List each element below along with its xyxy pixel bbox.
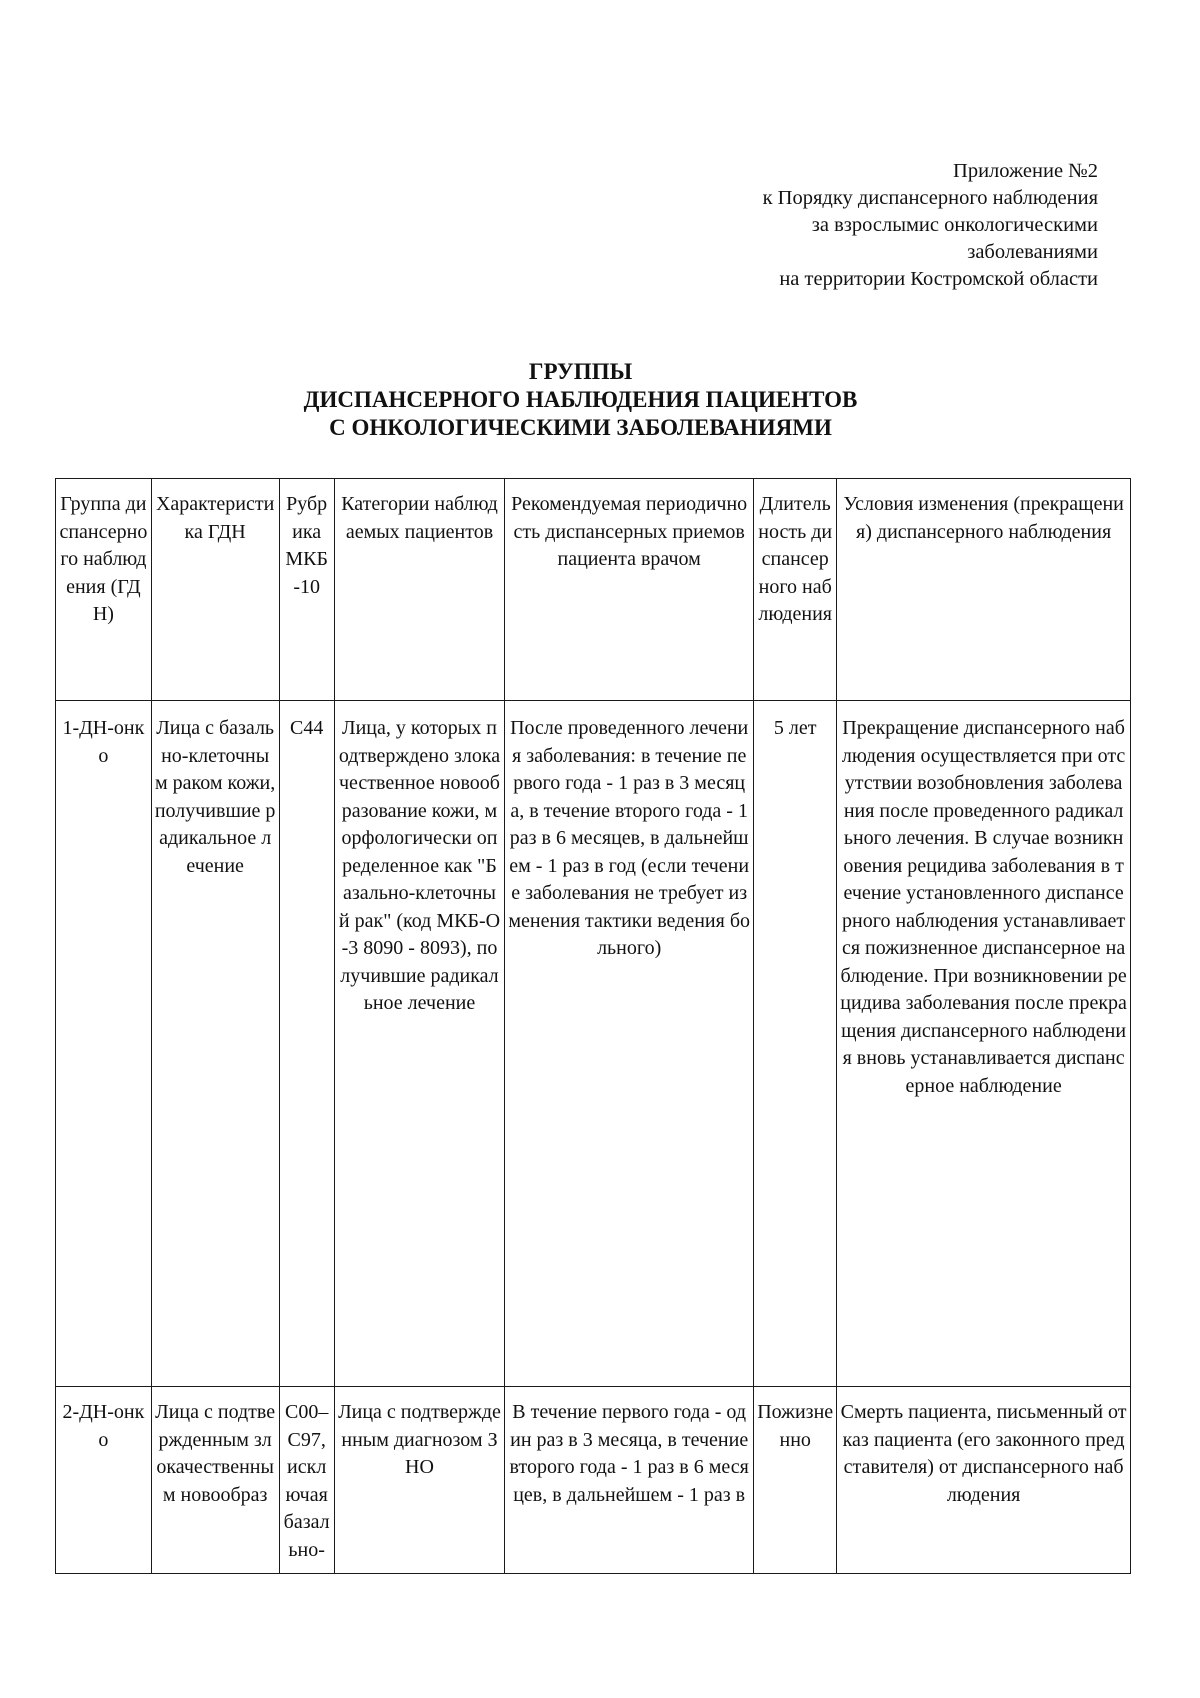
header-cell-duration: Длительность диспансерного наблюдения [754, 479, 837, 701]
cell-text: Лица с подтвержденным диагнозом ЗНО [338, 1401, 501, 1478]
cell-icd-rubric: С44 [279, 701, 334, 1387]
cell-text: Смерть пациента, письменный отказ пациента (его законного представителя) от диспансерного наблюдения [840, 1401, 1127, 1506]
cell-text: В течение первого года - один раз в 3 месяца, в течение второго года - 1 раз в 6 месяцев, в дальнейшем - 1 раз в [509, 1401, 749, 1506]
cell-conditions [837, 1387, 1131, 1574]
appendix-line: за взрослымис онкологическими [811, 214, 1098, 236]
header-cell-icd-rubric: Рубрика МКБ-10 [279, 479, 334, 701]
table-row [56, 1387, 1131, 1574]
cell-duration [754, 1387, 837, 1574]
header-cell-conditions: Условия изменения (прекращения) диспансерного наблюдения [837, 479, 1131, 701]
header-cell-patient-category: Категории наблюдаемых пациентов [334, 479, 504, 701]
cell-patient-category: Лица, у которых подтверждено злокачественное новообразование кожи, морфологически определенное как "Базально-клеточный рак" (код МКБ-О-3 8090 - 8093), получившие радикальное лечение [334, 701, 504, 1387]
appendix-line: на территории Костромской области [779, 268, 1098, 290]
appendix-note [763, 158, 1098, 293]
title-line: ДИСПАНСЕРНОГО НАБЛЮДЕНИЯ ПАЦИЕНТОВ [303, 387, 858, 412]
table-header-row [56, 479, 1131, 701]
cell-group [56, 1387, 152, 1574]
cell-text: Пожизненно [757, 1401, 834, 1451]
cell-text: 2-ДН-онко [62, 1401, 145, 1451]
appendix-line: заболеваниями [967, 241, 1098, 263]
appendix-line: Приложение №2 [953, 160, 1098, 182]
header-cell-periodicity: Рекомендуемая периодичность диспансерных приемов пациента врачом [505, 479, 754, 701]
cell-group: 1-ДН-онко [56, 701, 152, 1387]
appendix-line: к Порядку диспансерного наблюдения [762, 187, 1098, 209]
title-line: ГРУППЫ [528, 359, 633, 384]
cell-text: С00–С97, исключая базально- [283, 1401, 330, 1559]
cell-text: Лица с подтвержденным злокачественным новообраз [155, 1401, 276, 1506]
header-cell-characteristic: Характеристика ГДН [151, 479, 279, 701]
cell-periodicity: После проведенного лечения заболевания: в течение первого года - 1 раз в 3 месяца, в течение второго года - 1 раз в 6 месяцев, в дальнейшем - 1 раз в год (если течение заболевания не требует изменения тактики ведения больного) [505, 701, 754, 1387]
cell-characteristic [151, 1387, 279, 1574]
title-line: С ОНКОЛОГИЧЕСКИМИ ЗАБОЛЕВАНИЯМИ [329, 415, 832, 440]
cell-conditions: Прекращение диспансерного наблюдения осуществляется при отсутствии возобновления заболевания после проведенного радикального лечения. В случае возникновения рецидива заболевания в течение установленного диспансерного наблюдения устанавливается пожизненное диспансерное наблюдение. При возникновении рецидива заболевания после прекращения диспансерного наблюдения вновь устанавливается диспансерное наблюдение [837, 701, 1131, 1387]
cell-duration: 5 лет [754, 701, 837, 1387]
cell-patient-category [334, 1387, 504, 1574]
cell-periodicity [505, 1387, 754, 1574]
observation-groups-table [55, 478, 1131, 1574]
header-cell-group: Группа диспансерного наблюдения (ГДН) [56, 479, 152, 701]
cell-characteristic: Лица с базально-клеточным раком кожи, получившие радикальное лечение [151, 701, 279, 1387]
document-title [0, 358, 1161, 442]
table-row [56, 701, 1131, 1387]
cell-icd-rubric [279, 1387, 334, 1574]
